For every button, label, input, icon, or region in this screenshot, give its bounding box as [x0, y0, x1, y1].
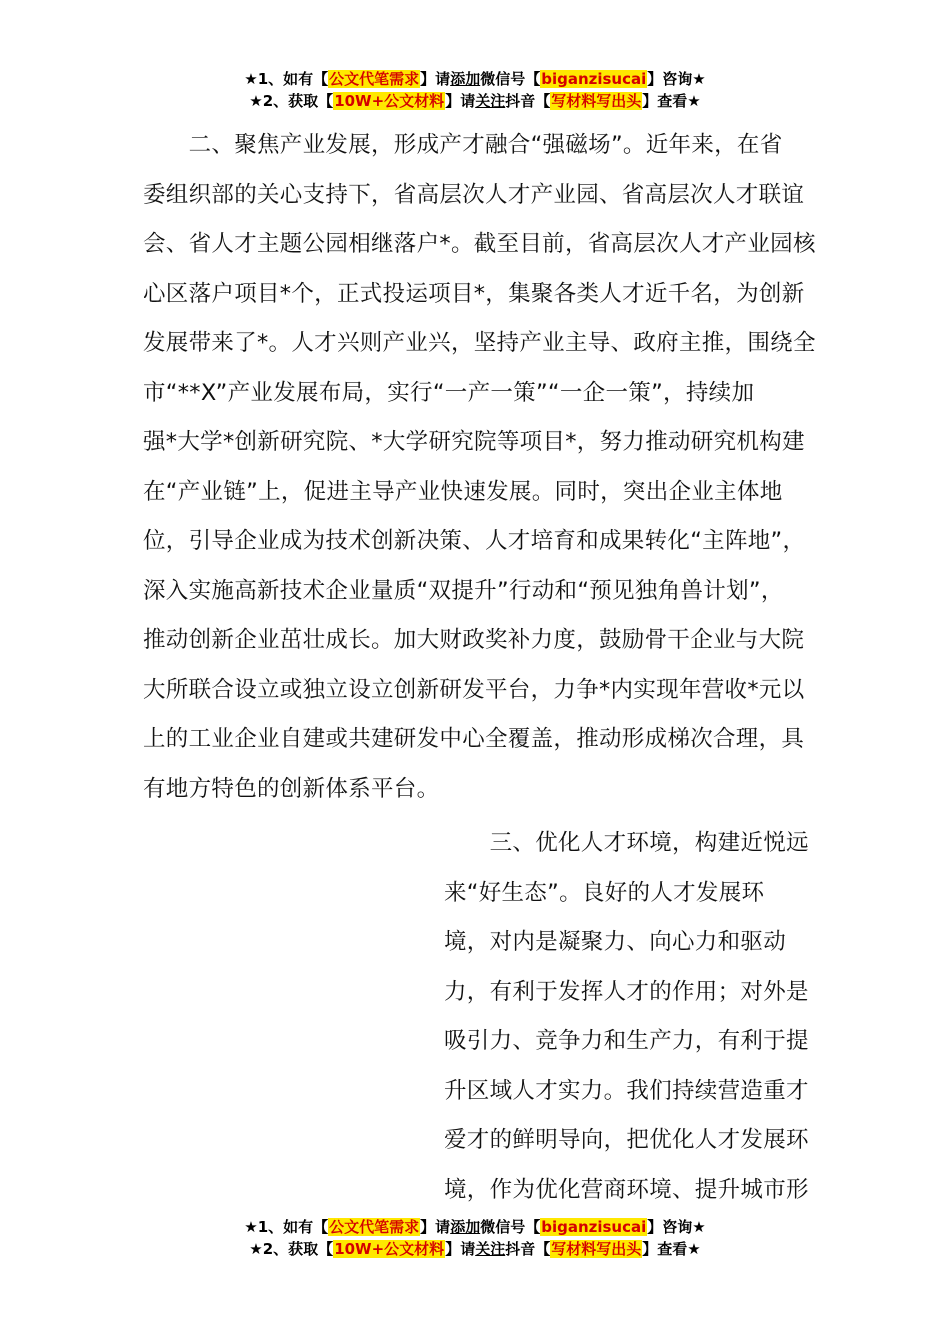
text-line: 吸引力、竞争力和生产力，有利于提: [444, 1028, 809, 1054]
banner-text: 】咨询★: [647, 70, 706, 88]
text-line: 境，对内是凝聚力、向心力和驱动: [444, 929, 787, 955]
text-line: 推动创新企业茁壮成长。加大财政奖补力度，鼓励骨干企业与大院: [143, 627, 805, 653]
text-line: 升区域人才实力。我们持续营造重才: [444, 1077, 809, 1104]
banner-text: 】查看★: [642, 92, 701, 110]
text-line: 市“**X”产业发展布局，实行“一产一策”“一企一策”，持续加: [143, 379, 755, 406]
text-line: 强*大学*创新研究院、*大学研究院等项目*，努力推动研究机构建: [143, 429, 805, 455]
highlight-materials: 10W+公文材料: [334, 1240, 445, 1258]
text-line: 二、聚焦产业发展，形成产才融合“强磁场”。近年来，在省: [143, 132, 783, 158]
text-line: 发展带来了*。人才兴则产业兴，坚持产业主导、政府主推，围绕全: [143, 330, 816, 356]
banner-line-1: [0, 1216, 950, 1238]
text-line: 大所联合设立或独立设立创新研发平台，力争*内实现年营收*元以: [143, 676, 805, 703]
highlight-douyin: 写材料写出头: [551, 92, 642, 110]
text-line: 爱才的鲜明导向，把优化人才发展环: [444, 1127, 809, 1153]
highlight-wechat-id: biganzisucai: [541, 70, 647, 88]
underlined-word: 添加: [450, 1218, 481, 1236]
text-line: 会、省人才主题公园相继落户*。截至目前，省高层次人才产业园核: [143, 231, 816, 257]
banner-text: 抖音【: [505, 92, 551, 110]
text-line: 三、优化人才环境，构建近悦远: [444, 830, 809, 856]
text-line: 有地方特色的创新体系平台。: [143, 775, 440, 802]
banner-text: ★2、获取【: [249, 92, 334, 110]
text-line: 来“好生态”。良好的人才发展环: [444, 879, 765, 906]
text-line: 位，引导企业成为技术创新决策、人才培育和成果转化“主阵地”，: [143, 528, 806, 554]
text-line: 力，有利于发挥人才的作用；对外是: [444, 978, 809, 1005]
body-paragraph-3: [444, 819, 824, 1215]
underlined-word: 关注: [475, 1240, 506, 1258]
banner-line-2: [0, 1238, 950, 1260]
text-line: 在“产业链”上，促进主导产业快速发展。同时，突出企业主体地: [143, 478, 783, 505]
banner-text: 】请: [445, 1240, 476, 1258]
highlight-materials: 10W+公文材料: [334, 92, 445, 110]
banner-text: 抖音【: [505, 1240, 551, 1258]
footer-banner: [0, 1216, 950, 1260]
banner-text: 】查看★: [642, 1240, 701, 1258]
underlined-word: 添加: [450, 70, 481, 88]
banner-text: ★2、获取【: [249, 1240, 334, 1258]
highlight-service: 公文代笔需求: [329, 1218, 420, 1236]
header-banner: [0, 68, 950, 112]
highlight-wechat-id: biganzisucai: [541, 1218, 647, 1236]
banner-line-1: [0, 68, 950, 90]
banner-text: 】咨询★: [647, 1218, 706, 1236]
highlight-service: 公文代笔需求: [329, 70, 420, 88]
banner-text: 】请: [445, 92, 476, 110]
highlight-douyin: 写材料写出头: [551, 1240, 642, 1258]
text-line: 上的工业企业自建或共建研发中心全覆盖，推动形成梯次合理，具: [143, 726, 805, 752]
banner-text: 】请: [420, 1218, 451, 1236]
banner-text: 微信号【: [480, 1218, 541, 1236]
banner-text: ★1、如有【: [244, 1218, 329, 1236]
text-line: 委组织部的关心支持下，省高层次人才产业园、省高层次人才联谊: [143, 181, 805, 208]
body-paragraph-2: [143, 121, 823, 814]
text-line: 境，作为优化营商环境、提升城市形: [444, 1176, 809, 1203]
banner-line-2: [0, 90, 950, 112]
text-line: 心区落户项目*个，正式投运项目*，集聚各类人才近千名，为创新: [143, 280, 805, 307]
banner-text: 微信号【: [480, 70, 541, 88]
banner-text: ★1、如有【: [244, 70, 329, 88]
banner-text: 】请: [420, 70, 451, 88]
underlined-word: 关注: [475, 92, 506, 110]
text-line: 深入实施高新技术企业量质“双提升”行动和“预见独角兽计划”，: [143, 577, 784, 604]
